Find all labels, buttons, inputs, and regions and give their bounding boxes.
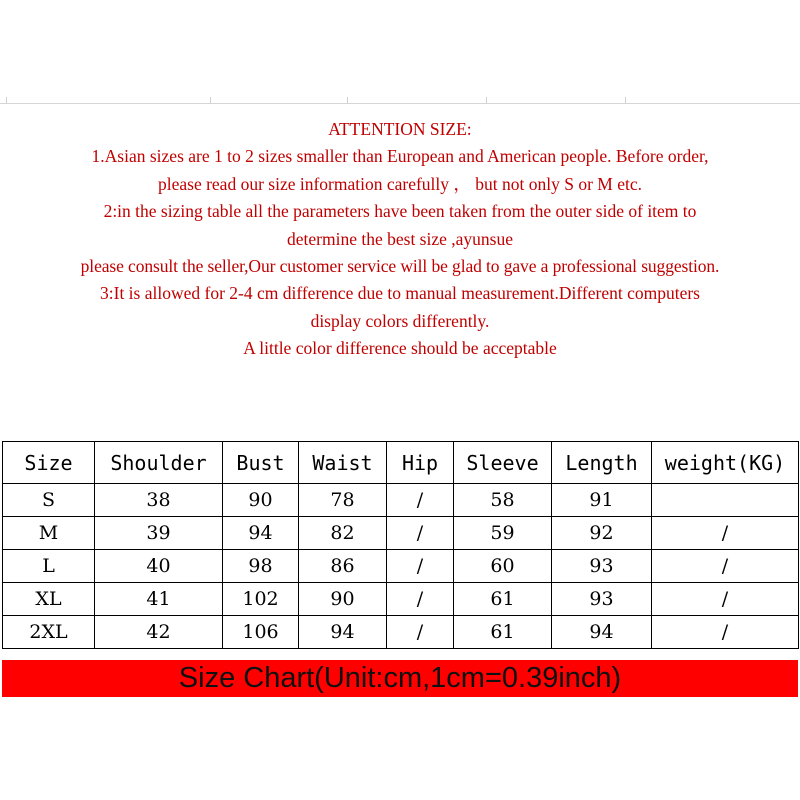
- table-cell: 82: [299, 517, 387, 550]
- column-header: Size: [3, 442, 95, 484]
- size-table: [2, 441, 799, 649]
- table-cell: /: [652, 517, 799, 550]
- table-cell: 41: [95, 583, 223, 616]
- table-cell: 94: [299, 616, 387, 649]
- notice-line: determine the best size ,ayunsue: [287, 228, 513, 249]
- divider-tick: [347, 97, 348, 104]
- column-header: Sleeve: [454, 442, 552, 484]
- column-header: Hip: [387, 442, 454, 484]
- notice-line: 1.Asian sizes are 1 to 2 sizes smaller than European and American people. Before order,: [91, 146, 709, 167]
- notice-line: please read our size information carefully ， but not only S or M etc.: [157, 173, 643, 194]
- table-row: [3, 583, 799, 616]
- table-cell: 78: [299, 484, 387, 517]
- divider-tick: [210, 97, 211, 104]
- table-row: [3, 550, 799, 583]
- column-header: Waist: [299, 442, 387, 484]
- table-cell: 59: [454, 517, 552, 550]
- size-chart-banner: Size Chart(Unit:cm,1cm=0.39inch): [2, 660, 798, 697]
- table-header-row: [3, 442, 799, 484]
- attention-notice: [0, 116, 800, 363]
- notice-line: 2:in the sizing table all the parameters have been taken from the outer side of item to: [103, 201, 697, 222]
- table-cell: /: [652, 583, 799, 616]
- table-cell: 94: [552, 616, 652, 649]
- table-cell: 61: [454, 583, 552, 616]
- table-cell: 94: [223, 517, 299, 550]
- column-header: Shoulder: [95, 442, 223, 484]
- table-row: [3, 484, 799, 517]
- table-cell: [652, 484, 799, 517]
- notice-line: please consult the seller,Our customer service will be glad to gave a professional suggestion.: [80, 256, 720, 277]
- table-cell: 40: [95, 550, 223, 583]
- table-cell: 58: [454, 484, 552, 517]
- column-header: Bust: [223, 442, 299, 484]
- table-cell: 91: [552, 484, 652, 517]
- table-cell: M: [3, 517, 95, 550]
- table-cell: 60: [454, 550, 552, 583]
- table-cell: /: [387, 550, 454, 583]
- table-cell: 42: [95, 616, 223, 649]
- table-cell: 90: [299, 583, 387, 616]
- table-cell: /: [387, 517, 454, 550]
- table-cell: 106: [223, 616, 299, 649]
- table-cell: 102: [223, 583, 299, 616]
- table-cell: XL: [3, 583, 95, 616]
- table-cell: 86: [299, 550, 387, 583]
- table-cell: /: [652, 550, 799, 583]
- table-cell: 61: [454, 616, 552, 649]
- table-row: [3, 616, 799, 649]
- table-cell: 93: [552, 583, 652, 616]
- table-cell: 90: [223, 484, 299, 517]
- top-divider-line: [0, 103, 800, 104]
- divider-tick: [486, 97, 487, 104]
- table-cell: /: [387, 616, 454, 649]
- table-cell: 2XL: [3, 616, 95, 649]
- table-row: [3, 517, 799, 550]
- table-cell: 38: [95, 484, 223, 517]
- table-cell: L: [3, 550, 95, 583]
- notice-title: ATTENTION SIZE:: [328, 119, 472, 139]
- table-cell: /: [387, 484, 454, 517]
- table-cell: 93: [552, 550, 652, 583]
- table-cell: 92: [552, 517, 652, 550]
- notice-line: A little color difference should be acceptable: [243, 338, 557, 359]
- table-cell: /: [652, 616, 799, 649]
- table-cell: 39: [95, 517, 223, 550]
- notice-line: display colors differently.: [310, 310, 490, 331]
- table-cell: /: [387, 583, 454, 616]
- notice-line: 3:It is allowed for 2-4 cm difference due to manual measurement.Different computers: [100, 283, 700, 304]
- column-header: weight(KG): [652, 442, 799, 484]
- divider-tick: [625, 97, 626, 104]
- divider-tick: [6, 97, 7, 104]
- table-cell: 98: [223, 550, 299, 583]
- table-cell: S: [3, 484, 95, 517]
- column-header: Length: [552, 442, 652, 484]
